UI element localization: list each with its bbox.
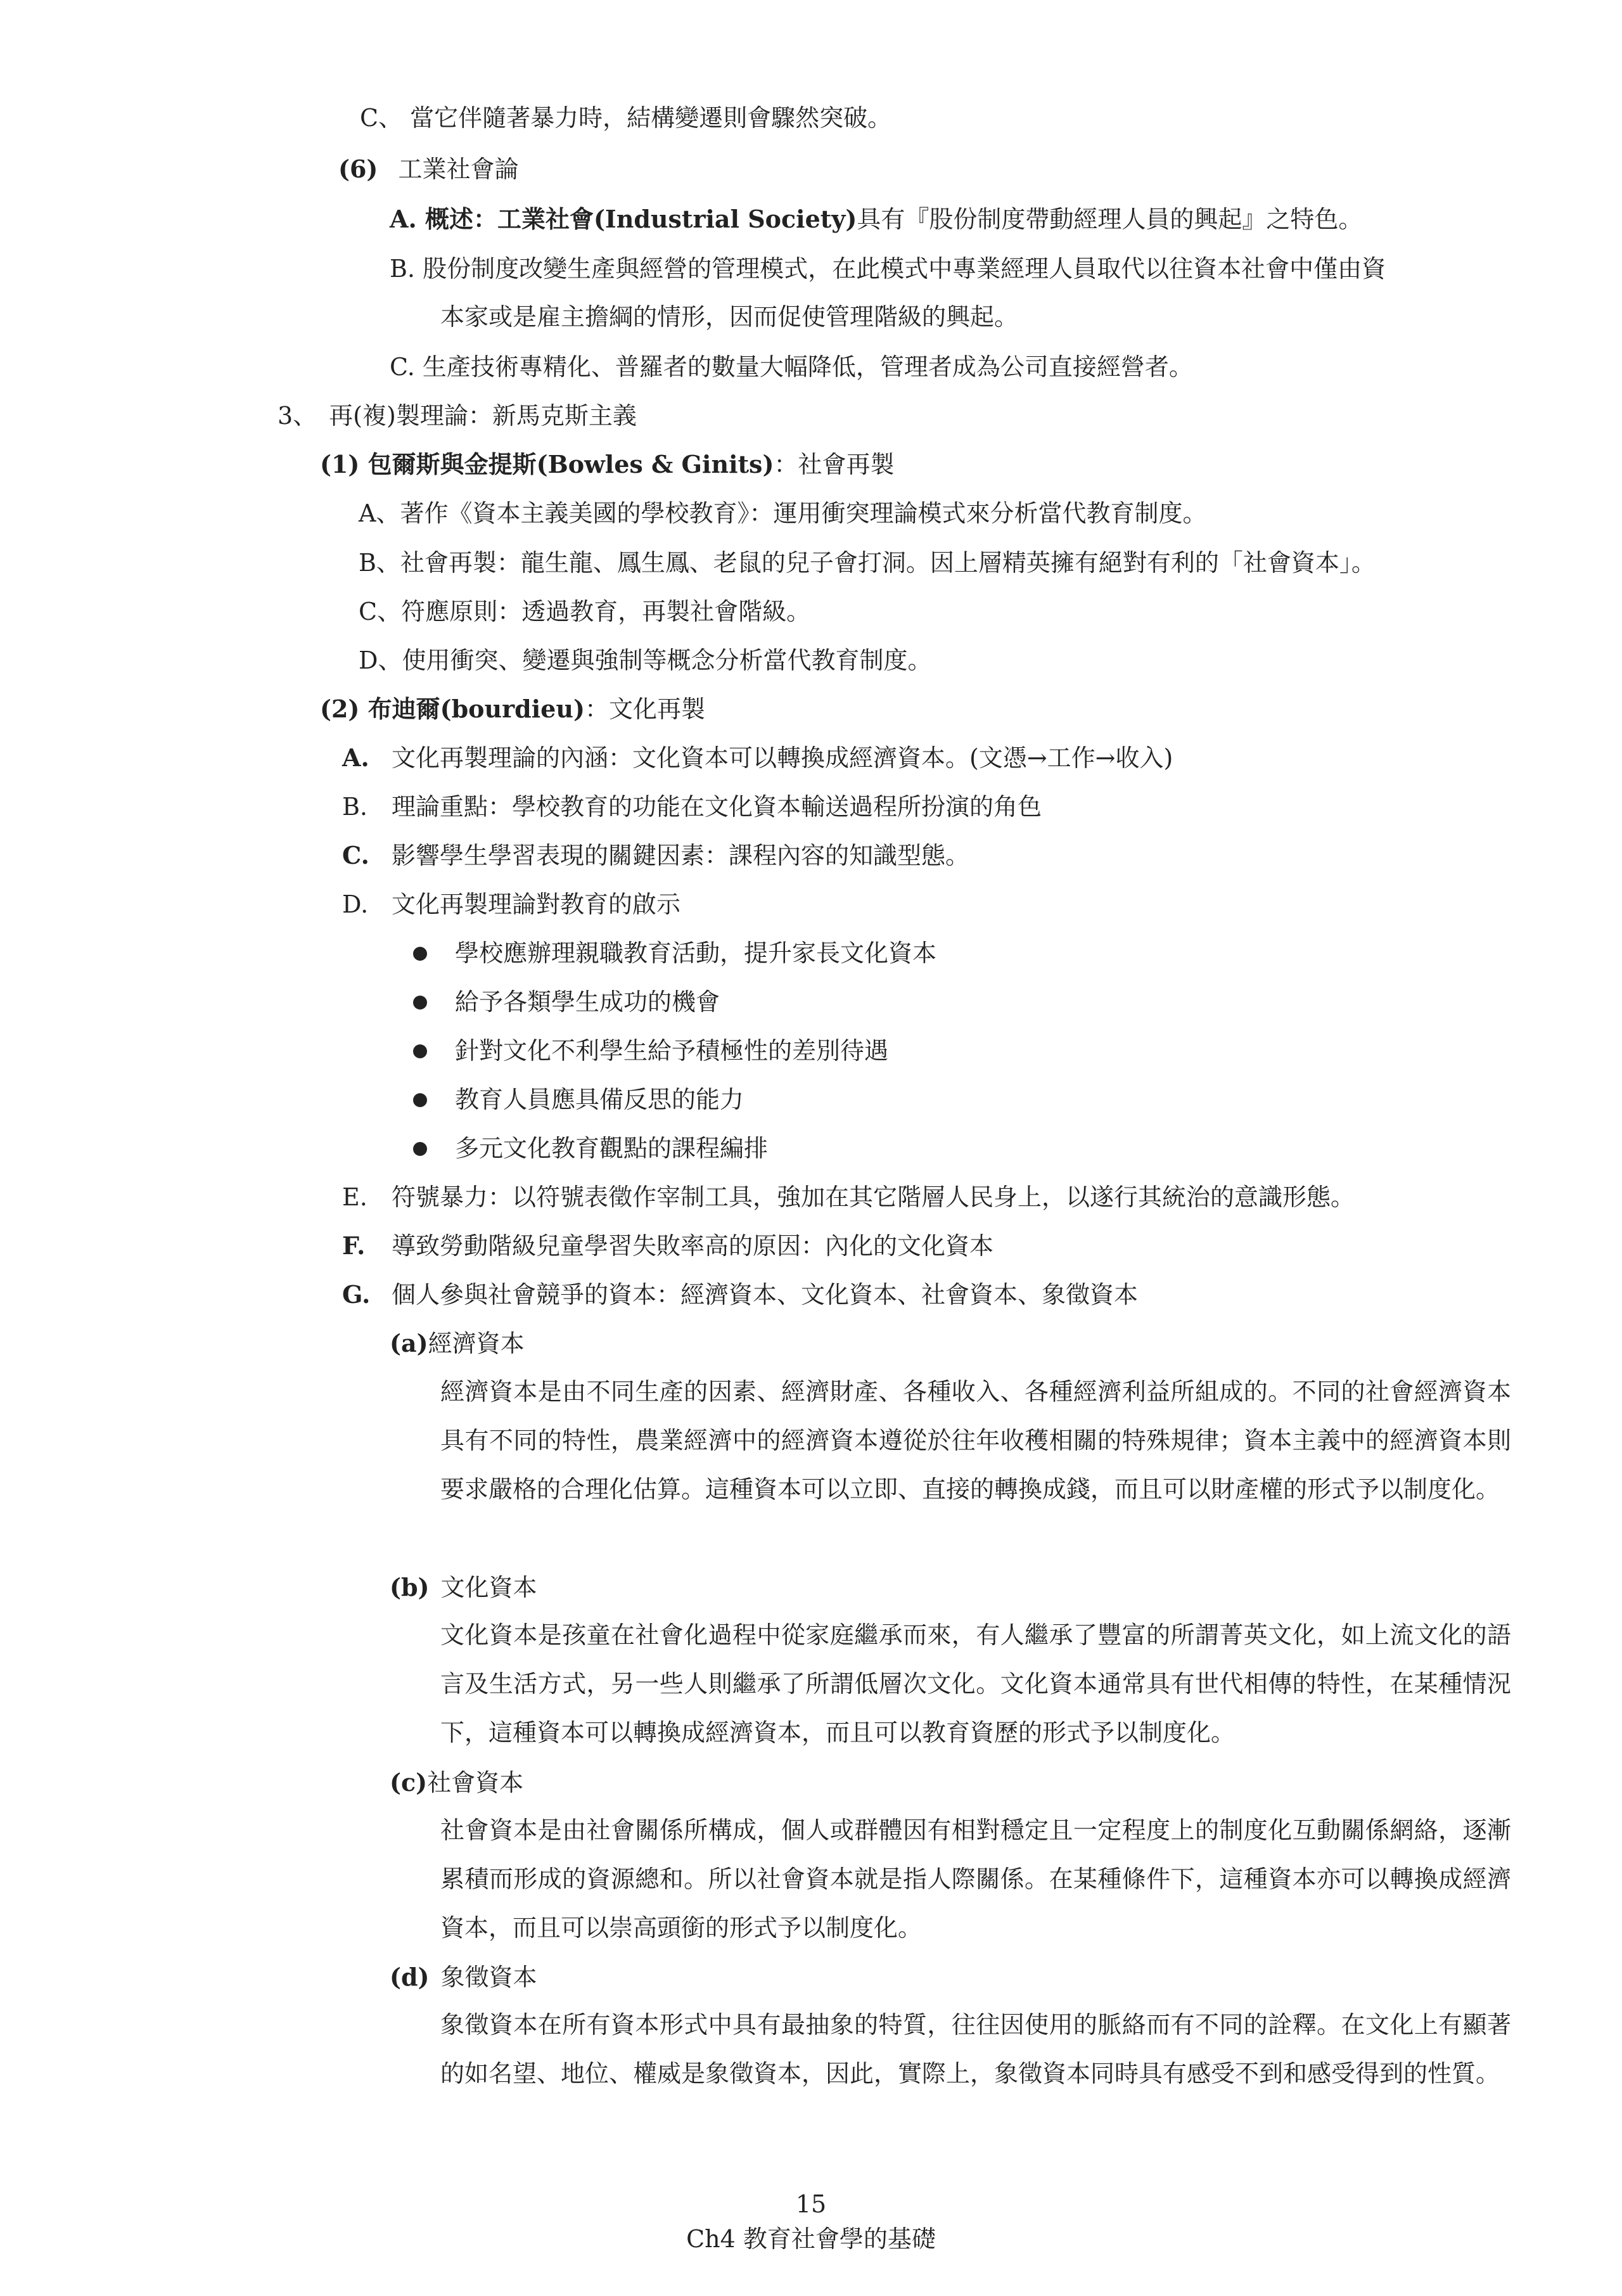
item-text: 影響學生學習表現的關鍵因素：課程內容的知識型態。: [392, 842, 970, 869]
line-6a: [390, 203, 1362, 236]
subsection-3-2-title: ：文化再製: [584, 695, 705, 723]
capital-b-label: (b): [390, 1573, 430, 1601]
item-letter: A.: [342, 743, 369, 772]
bullet-dot-icon: [413, 1142, 427, 1156]
line-c-violence: C、 當它伴隨著暴力時，結構變遷則會驟然突破。: [360, 104, 892, 132]
line-6a-label: A. 概述：工業社會(Industrial Society): [390, 205, 857, 233]
chapter-footer: Ch4 教育社會學的基礎: [686, 2225, 936, 2253]
line-3-1-d: D、使用衝突、變遷與強制等概念分析當代教育制度。: [359, 646, 932, 674]
capital-d-label: (d): [390, 1963, 430, 1991]
item-letter: E.: [342, 1183, 367, 1211]
line-3-2-g: [342, 1278, 1138, 1311]
item-letter: G.: [342, 1280, 371, 1309]
bullet-dot-icon: [413, 947, 427, 961]
item-text: 導致勞動階級兒童學習失敗率高的原因：內化的文化資本: [392, 1232, 994, 1260]
page-number: 15: [795, 2190, 827, 2218]
line-3-1-a: A、著作《資本主義美國的學校教育》：運用衝突理論模式來分析當代教育制度。: [359, 499, 1207, 527]
item-text: 個人參與社會競爭的資本：經濟資本、文化資本、社會資本、象徵資本: [392, 1281, 1139, 1309]
item-letter: C.: [342, 841, 369, 869]
item-text: 文化再製理論對教育的啟示: [392, 890, 681, 918]
line-3-2-b: [342, 790, 1042, 823]
line-3-2-f: [342, 1229, 993, 1262]
capital-d-body: 象徵資本在所有資本形式中具有最抽象的特質，往往因使用的脈絡而有不同的詮釋。在文化上有顯著的如名望、地位、權威是象徵資本，因此，實際上，象徵資本同時具有感受不到和感受得到的性質。: [440, 2011, 1511, 2088]
item-text: 理論重點：學校教育的功能在文化資本輸送過程所扮演的角色: [392, 793, 1042, 821]
bullet-text: 教育人員應具備反思的能力: [455, 1086, 744, 1113]
item-letter: D.: [342, 890, 369, 918]
item-letter: B.: [342, 793, 368, 821]
capital-a-body: 經濟資本是由不同生產的因素、經濟財產、各種收入、各種經濟利益所組成的。不同的社會經濟資本具有不同的特性，農業經濟中的經濟資本遵從於往年收穫相關的特殊規律；資本主義中的經濟資本則要求嚴格的合理化估算。這種資本可以立即、直接的轉換成錢，而且可以財產權的形式予以制度化。: [440, 1378, 1511, 1503]
bullet-item: [413, 937, 936, 970]
subsection-3-1-title: ：社會再製: [774, 451, 895, 478]
bullet-item: [413, 1083, 744, 1116]
bullet-dot-icon: [413, 1044, 427, 1058]
capital-b-heading: [390, 1571, 537, 1604]
line-6a-text: 具有『股份制度帶動經理人員的興起』之特色。: [857, 205, 1363, 233]
bullet-text: 給予各類學生成功的機會: [455, 988, 720, 1016]
line-3-2-e: [342, 1181, 1355, 1214]
line-6c: C. 生產技術專精化、普羅者的數量大幅降低，管理者成為公司直接經營者。: [390, 353, 1193, 381]
bullet-dot-icon: [413, 996, 427, 1010]
line-6b-1: B. 股份制度改變生產與經營的管理模式，在此模式中專業經理人員取代以往資本社會中僅由資: [390, 255, 1386, 283]
capital-c-title: 社會資本: [427, 1769, 524, 1797]
item-text: 文化再製理論的內涵：文化資本可以轉換成經濟資本。(文憑→工作→收入): [392, 744, 1173, 772]
bullet-item: [413, 1034, 888, 1067]
capital-b-body: 文化資本是孩童在社會化過程中從家庭繼承而來，有人繼承了豐富的所謂菁英文化，如上流文化的語言及生活方式，另一些人則繼承了所謂低層次文化。文化資本通常具有世代相傳的特性，在某種情況下，這種資本可以轉換成經濟資本，而且可以教育資歷的形式予以制度化。: [440, 1621, 1511, 1747]
section-3-heading: 3、 再(複)製理論：新馬克斯主義: [278, 402, 637, 430]
section-6-number: (6): [338, 155, 378, 183]
bullet-text: 學校應辦理親職教育活動，提升家長文化資本: [455, 939, 937, 967]
line-6b-2: 本家或是雇主擔綱的情形，因而促使管理階級的興起。: [440, 303, 1019, 331]
capital-a-heading: [390, 1327, 525, 1360]
bullet-text: 針對文化不利學生給予積極性的差別待遇: [455, 1037, 889, 1065]
subsection-3-1-label: (1) 包爾斯與金提斯(Bowles & Ginits): [320, 450, 774, 478]
capital-a-title: 經濟資本: [428, 1330, 525, 1357]
section-6-title: 工業社會論: [398, 155, 519, 183]
capital-b-title: 文化資本: [440, 1574, 537, 1601]
line-3-2-a: [342, 741, 1173, 774]
line-3-2-d: [342, 888, 680, 921]
item-text: 符號暴力：以符號表徵作宰制工具，強加在其它階層人民身上，以遂行其統治的意識形態。: [392, 1183, 1355, 1211]
bullet-item: [413, 985, 720, 1018]
bullet-item: [413, 1132, 768, 1165]
line-3-1-c: C、符應原則：透過教育，再製社會階級。: [359, 598, 811, 625]
line-3-2-c: [342, 839, 969, 872]
subsection-3-1-heading: [320, 448, 894, 481]
capital-c-label: (c): [390, 1768, 428, 1797]
subsection-3-2-label: (2) 布迪爾(bourdieu): [320, 695, 585, 723]
capital-d-heading: [390, 1961, 537, 1994]
capital-c-body: 社會資本是由社會關係所構成，個人或群體因有相對穩定且一定程度上的制度化互動關係網絡，逐漸累積而形成的資源總和。所以社會資本就是指人際關係。在某種條件下，這種資本亦可以轉換成經濟資本，而且可以崇高頭銜的形式予以制度化。: [440, 1816, 1511, 1942]
item-letter: F.: [342, 1231, 366, 1260]
section-6-heading: [338, 153, 519, 186]
bullet-text: 多元文化教育觀點的課程編排: [455, 1134, 769, 1162]
capital-d-title: 象徵資本: [440, 1963, 537, 1991]
capital-a-label: (a): [390, 1329, 428, 1357]
subsection-3-2-heading: [320, 693, 705, 726]
capital-c-heading: [390, 1766, 523, 1799]
line-3-1-b: B、社會再製：龍生龍、鳳生鳳、老鼠的兒子會打洞。因上層精英擁有絕對有利的「社會資本」。: [359, 549, 1376, 577]
bullet-dot-icon: [413, 1093, 427, 1107]
